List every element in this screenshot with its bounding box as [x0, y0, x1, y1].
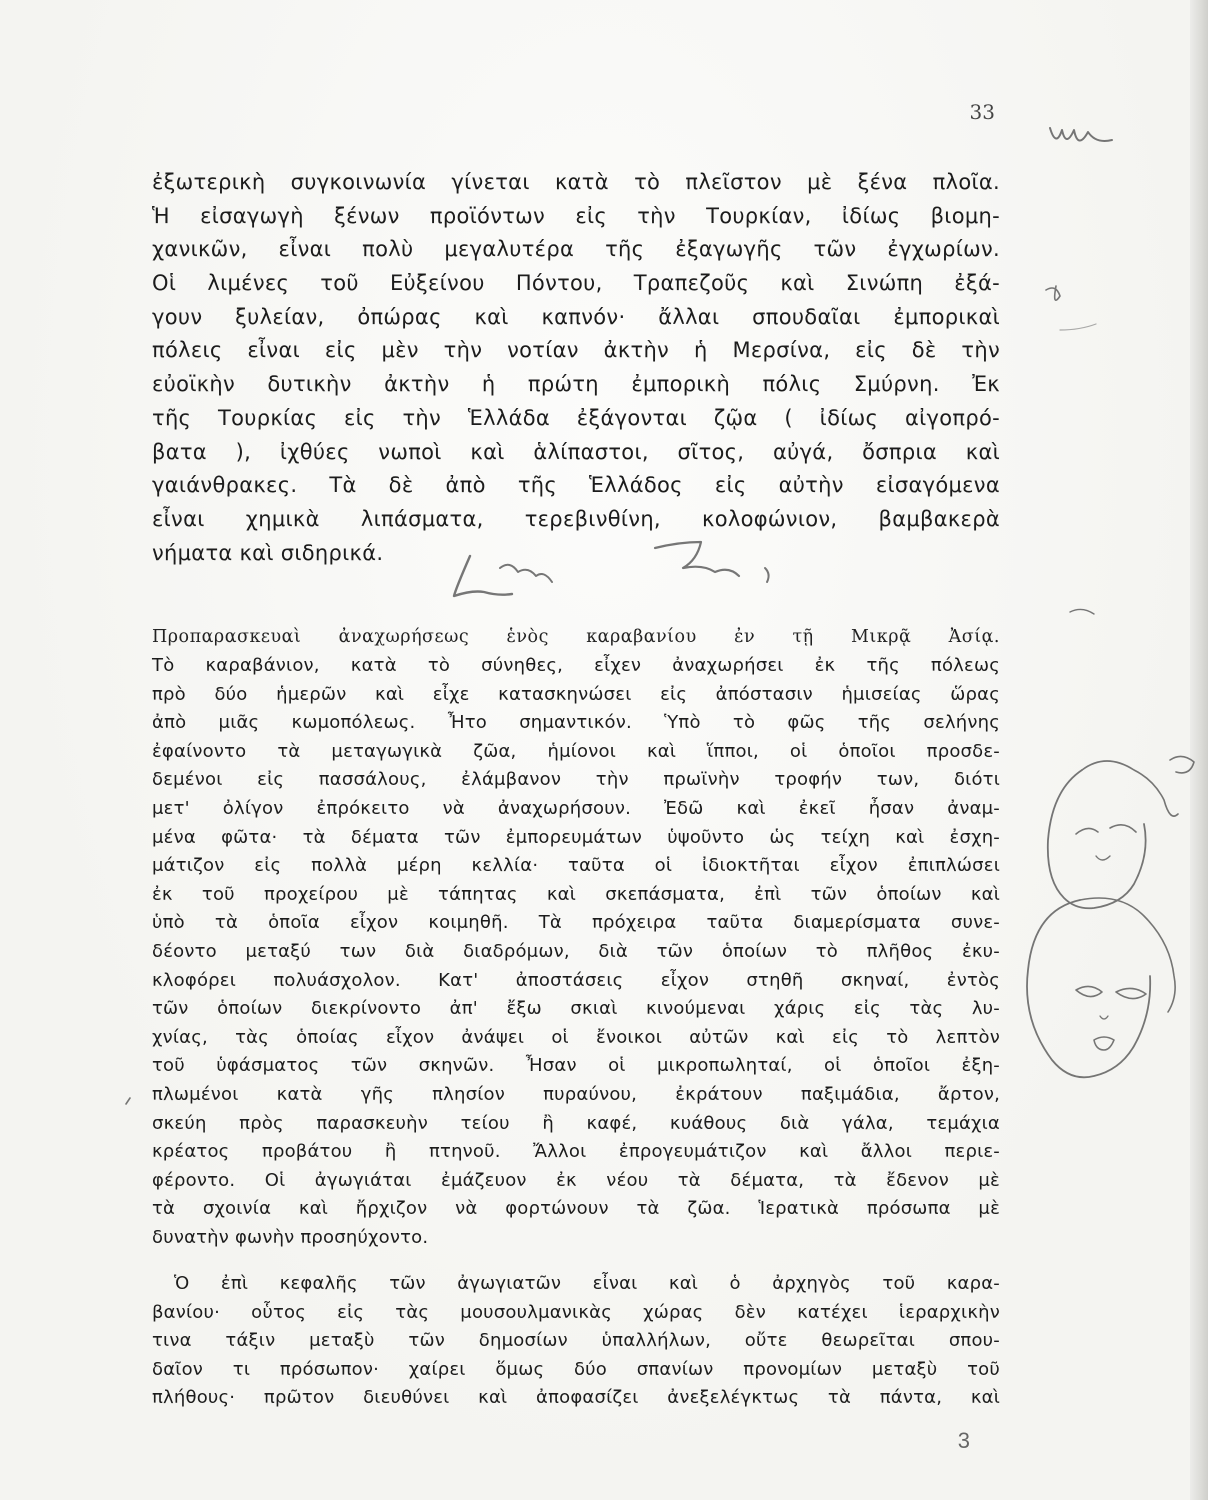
section-heading: Προπαρασκευαὶ ἀναχωρήσεως ἑνὸς καραβανίου ἐν τῇ Μικρᾷ Ἀσίᾳ. — [152, 627, 1000, 647]
text-line: πλήθους· πρῶτον διευθύνει καὶ ἀποφασίζει ἀνεξελέγκτως τὰ πάντα, καὶ — [152, 1387, 1000, 1409]
face-sketch — [1076, 828, 1098, 834]
text-line: τὰ σχοινία καὶ ἤρχιζον νὰ φορτώνουν τὰ ζῶα. Ἱερατικὰ πρόσωπα μὲ — [152, 1198, 1000, 1220]
face-sketch — [1027, 900, 1150, 1077]
page-number: 33 — [969, 100, 995, 124]
text-line: κρέατος προβάτου ἢ πτηνοῦ. Ἄλλοι ἐπρογευμάτιζον καὶ ἄλλοι περιε- — [152, 1141, 1000, 1163]
page-edge-shadow — [1190, 0, 1208, 1500]
text-line: βατα ), ἰχθύες νωποὶ καὶ ἁλίπαστοι, σῖτος, αὐγά, ὄσπρια καὶ — [152, 439, 1000, 464]
margin-scribble — [1050, 128, 1112, 141]
text-line: εὐοϊκὴν δυτικὴν ἀκτὴν ἡ πρώτη ἐμπορικὴ πόλις Σμύρνη. Ἐκ — [152, 372, 1000, 397]
text-line: χνίας, τὰς ὁποίας εἶχον ἀνάψει οἱ ἔνοικοι αὐτῶν καὶ εἰς τὸ λεπτὸν — [152, 1026, 1000, 1048]
text-line: μετ' ὀλίγον ἐπρόκειτο νὰ ἀναχωρήσουν. Ἐδῶ καὶ ἐκεῖ ἦσαν ἀναμ- — [152, 797, 1000, 819]
paragraph-caravan-leader — [152, 1270, 1000, 1413]
text-line: μάτιζον εἰς πολλὰ μέρη κελλία· ταῦτα οἱ ἰδιοκτῆται εἶχον ἐπιπλώσει — [152, 855, 1000, 877]
text-line: τοῦ ὑφάσματος τῶν σκηνῶν. Ἦσαν οἱ μικροπωληταί, οἱ ὁποῖοι ἐξη- — [152, 1055, 1000, 1077]
text-line: ἐξωτερικὴ συγκοινωνία γίνεται κατὰ τὸ πλεῖστον μὲ ξένα πλοῖα. — [152, 170, 1000, 194]
text-line: μένα φῶτα· τὰ δέματα τῶν ἐμπορευμάτων ὑψοῦντο ὡς τείχη καὶ ἐσχη- — [152, 826, 1000, 848]
text-line: πρὸ δύο ἡμερῶν καὶ εἶχε κατασκηνώσει εἰς ἀπόστασιν ἡμισείας ὥρας — [152, 683, 1000, 705]
text-line: φέροντο. Οἱ ἀγωγιάται ἐμάζευον ἐκ νέου τὰ δέματα, τὰ ἔδενον μὲ — [152, 1169, 1000, 1191]
margin-mark — [126, 1098, 130, 1104]
text-line: ἐφαίνοντο τὰ μεταγωγικὰ ζῶα, ἡμίονοι καὶ ἵπποι, οἱ ὁποῖοι προσδε- — [152, 740, 1000, 762]
margin-mark — [1046, 286, 1060, 300]
text-line: δυνατὴν φωνὴν προσηύχοντο. — [152, 1226, 429, 1248]
text-line: γαιάνθρακες. Τὰ δὲ ἀπὸ τῆς Ἑλλάδος εἰς αὐτὴν εἰσαγόμενα — [152, 473, 1000, 498]
text-line: γουν ξυλείαν, ὀπώρας καὶ καπνόν· ἄλλαι σπουδαῖαι ἐμπορικαὶ — [152, 304, 1000, 329]
text-line: εἶναι χημικὰ λιπάσματα, τερεβινθίνη, κολοφώνιον, βαμβακερὰ — [152, 506, 1000, 531]
text-line: Τὸ καραβάνιον, κατὰ τὸ σύνηθες, εἶχεν ἀναχωρήσει ἐκ τῆς πόλεως — [152, 655, 1000, 676]
text-line: Ὁ ἐπὶ κεφαλῆς τῶν ἀγωγιατῶν εἶναι καὶ ὁ ἀρχηγὸς τοῦ καρα- — [174, 1273, 1000, 1294]
text-line: δέοντο μεταξύ των διὰ διαδρόμων, διὰ τῶν ὁποίων τὸ πλῆθος ἐκυ- — [152, 940, 1000, 962]
text-line: κλοφόρει πολυάσχολον. Κατ' ἀποστάσεις εἶχον στηθῆ σκηναί, ἐντὸς — [152, 969, 1000, 991]
text-line: Ἡ εἰσαγωγὴ ξένων προϊόντων εἰς τὴν Τουρκίαν, ἰδίως βιομη- — [152, 203, 1000, 228]
margin-mark — [1070, 609, 1094, 614]
text-line: χανικῶν, εἶναι πολὺ μεγαλυτέρα τῆς ἐξαγωγῆς τῶν ἐγχωρίων. — [152, 237, 1000, 262]
face-sketch — [1076, 986, 1102, 996]
margin-mark — [1060, 324, 1096, 330]
text-line: δεμένοι εἰς πασσάλους, ἐλάμβανον τὴν πρωϊνὴν τροφήν των, διότι — [152, 769, 1000, 791]
paragraph-trade — [152, 166, 1000, 570]
text-line: πλωμένοι κατὰ γῆς πλησίον πυραύνου, ἐκράτουν παξιμάδια, ἄρτον, — [152, 1083, 1000, 1105]
face-sketch — [1048, 770, 1146, 908]
text-line: βανίου· οὗτος εἰς τὰς μουσουλμανικὰς χώρας δὲν κατέχει ἱεραρχικὴν — [152, 1301, 1000, 1323]
text-line: δαῖον τι πρόσωπον· χαίρει ὅμως δύο σπανίων προνομίων μεταξὺ τοῦ — [152, 1358, 1000, 1380]
text-line: ὑπὸ τὰ ὁποῖα εἶχον κοιμηθῆ. Τὰ πρόχειρα ταῦτα διαμερίσματα συνε- — [152, 912, 1000, 934]
face-sketch — [1094, 1037, 1114, 1050]
text-line: τινα τάξιν μεταξὺ τῶν δημοσίων ὑπαλλήλων, οὔτε θεωρεῖται σπου- — [152, 1330, 1000, 1352]
text-line: Οἱ λιμένες τοῦ Εὐξείνου Πόντου, Τραπεζοῦς καὶ Σινώπη ἐξά- — [152, 271, 1000, 296]
section-caravan — [152, 622, 1000, 1252]
face-sketch — [1100, 1016, 1108, 1019]
face-sketch — [1082, 761, 1178, 816]
text-line: τῶν ὁποίων διεκρίνοντο ἀπ' ἔξω σκιαὶ κινούμεναι χάρις εἰς τὰς λυ- — [152, 998, 1000, 1020]
face-sketch — [1096, 856, 1110, 860]
handwritten-footer-number: 3 — [957, 1428, 970, 1453]
text-line: πόλεις εἶναι εἰς μὲν τὴν νοτίαν ἀκτὴν ἡ Μερσίνα, εἰς δὲ τὴν — [152, 338, 1000, 363]
text-line: νήματα καὶ σιδηρικά. — [152, 540, 384, 565]
text-line: τῆς Τουρκίας εἰς τὴν Ἑλλάδα ἐξάγονται ζῷα ( ἰδίως αἰγοπρό- — [152, 405, 1000, 430]
text-line: ἐκ τοῦ προχείρου μὲ τάπητας καὶ σκεπάσματα, ἐπὶ τῶν ὁποίων καὶ — [152, 883, 1000, 905]
face-sketch — [1116, 988, 1146, 998]
face-sketch — [1080, 898, 1175, 1012]
text-line: ἀπὸ μιᾶς κωμοπόλεως. Ἦτο σημαντικόν. Ὑπὸ τὸ φῶς τῆς σελήνης — [152, 712, 1000, 734]
face-sketch — [1110, 825, 1136, 832]
text-line: σκεύη πρὸς παρασκευὴν τείου ἢ καφέ, κυάθους διὰ γάλα, τεμάχια — [152, 1112, 1000, 1134]
